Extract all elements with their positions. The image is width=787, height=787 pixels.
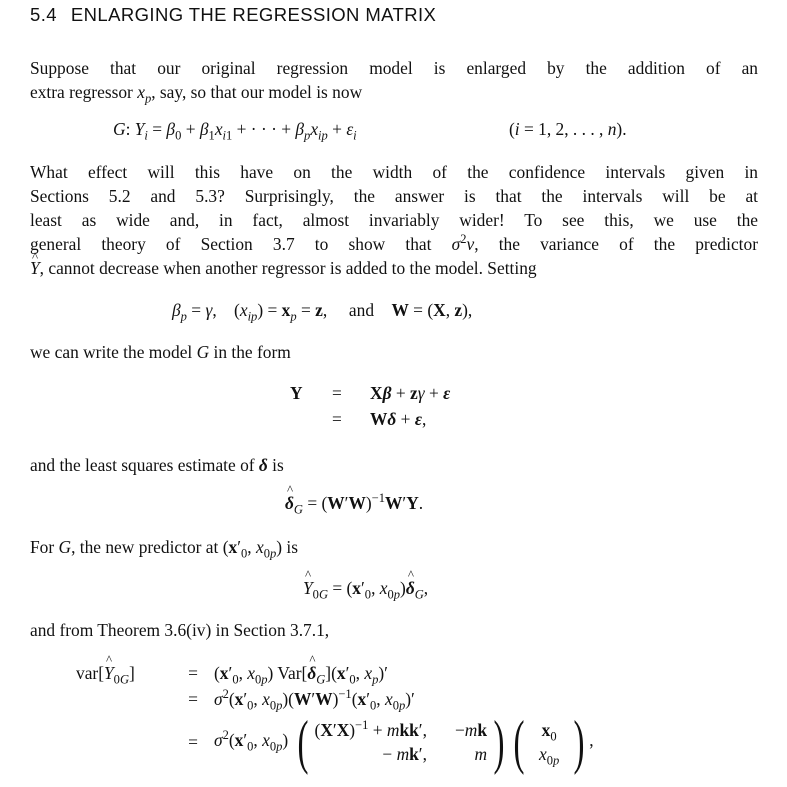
equation-matrix-model <box>290 380 450 432</box>
column-vector: $x_0$ $x_{0p}$ <box>538 719 560 767</box>
paragraph-intro <box>30 56 758 104</box>
paragraph-effect <box>30 160 758 280</box>
section-heading <box>30 4 436 26</box>
paragraph-line: For G, the new predictor at ($x'_0$, $x_{0p}$) is <box>30 537 298 561</box>
equation-row: = Wδ + ε, <box>332 408 427 429</box>
right-paren: ) <box>493 709 505 775</box>
equation-variance <box>76 660 594 775</box>
paragraph-line: What effect will this have on the width of the confidence intervals given in <box>30 162 758 182</box>
equation-estimate: ^ $\delta_G = (W'W)^{-1}W'Y$. <box>285 493 423 514</box>
right-paren: ) <box>573 709 585 775</box>
equation-row: Y = Xβ + zγ + ε <box>290 382 451 403</box>
paragraph-line: Sections 5.2 and 5.3? Surprisingly, the answer is that the intervals will be at <box>30 186 758 206</box>
paragraph-new-predictor <box>30 535 758 559</box>
paragraph-line: Suppose that our original regression model is enlarged by the addition of an <box>30 58 758 78</box>
section-number: 5.4 <box>30 4 57 25</box>
paragraph-line: extra regressor $x_p$, say, so that our model is now <box>30 82 363 106</box>
equation-row: var[^ $Y_{0G}$] = ($x'_0$, $x_{0p}$) Var[^ $\delta_G](x'_0$, $x_p)'$ <box>76 660 594 686</box>
paragraph-theorem <box>30 618 758 642</box>
paragraph-least-squares <box>30 453 758 477</box>
section-title: ENLARGING THE REGRESSION MATRIX <box>70 4 437 25</box>
equation-model: G: $Y_i = \beta_0 + \beta_1x_{i1}$ + · · · + $\beta_px_{ip} + \varepsilon_i$ <box>113 119 357 143</box>
equation-predictor: ^ $Y_{0G} = (x'_0$, $x_{0p})\^{}$ $\delta_G$, <box>303 578 428 599</box>
paragraph-line: and the least squares estimate of δ is <box>30 455 284 475</box>
paragraph-line: general theory of Section 3.7 to show that $\sigma^2v$, the variance of the predictor <box>30 232 758 254</box>
equation-row: = $\sigma^2(x'_0$, $x_{0p})(W'W)^{-1}(x'_0$, $x_{0p})'$ <box>188 686 415 712</box>
equation-row: = $\sigma^2(x'_0$, $x_{0p}$) ( $(X'X)^{-1} + mkk'$, −mk − mk′, m ) ( $x_0$ $x_{0p}$ ) , <box>188 709 594 775</box>
equation-model-range: (i = 1, 2, . . . , n). <box>509 119 627 139</box>
paragraph-line: we can write the model G in the form <box>30 342 291 362</box>
paragraph-line: and from Theorem 3.6(iv) in Section 3.7.1, <box>30 620 330 640</box>
left-paren: ( <box>297 709 309 775</box>
left-paren: ( <box>513 709 525 775</box>
paragraph-line: ^ Y, cannot decrease when another regressor is added to the model. Setting <box>30 256 758 280</box>
block-matrix: $(X'X)^{-1} + mkk'$, −mk − mk′, m <box>314 717 487 764</box>
equation-setting: $\beta_p = \gamma$, $(x_{ip}) = x_p = z$, and W = (X, z), <box>172 300 473 324</box>
paragraph-model-form <box>30 340 758 364</box>
paragraph-line: least as wide and, in fact, almost invariably wider! To see this, we use the <box>30 210 758 230</box>
